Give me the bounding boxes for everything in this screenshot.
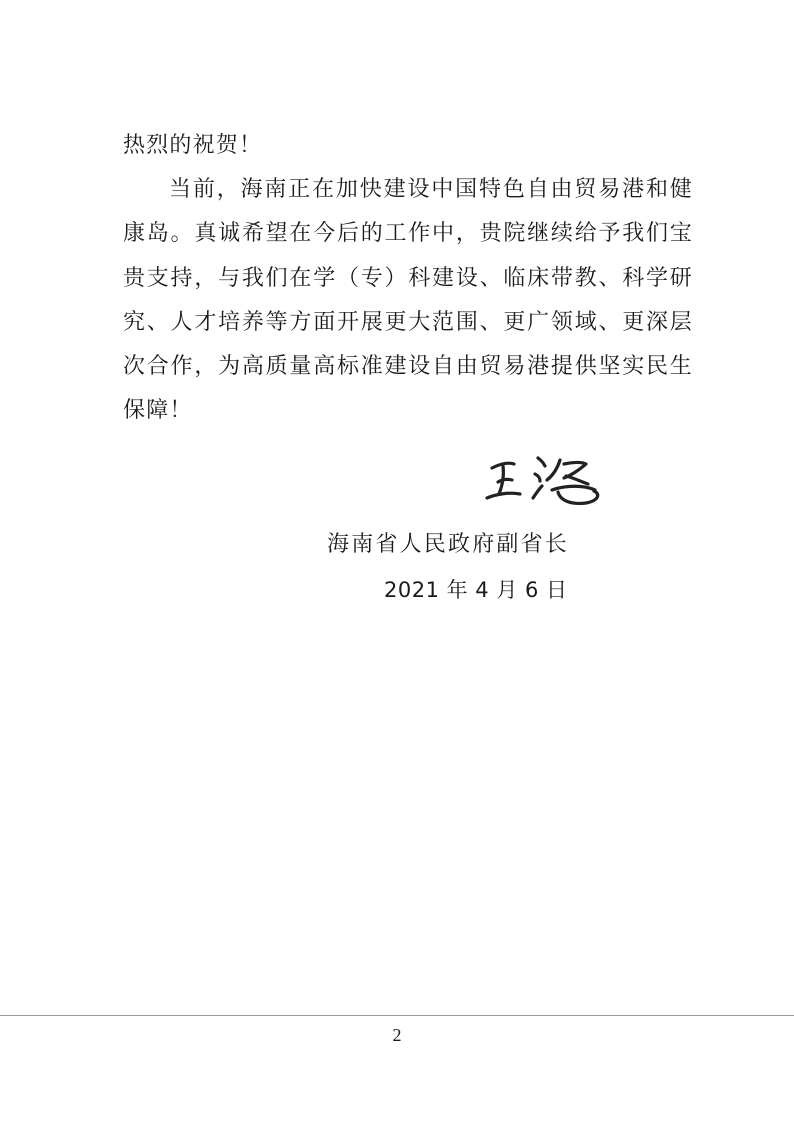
handwritten-signature (482, 452, 612, 512)
footer-divider (0, 1015, 794, 1016)
page-number: 2 (392, 1025, 402, 1045)
closing-paragraph: 当前，海南正在加快建设中国特色自由贸易港和健康岛。真诚希望在今后的工作中，贵院继续给予我们宝贵支持，与我们在学（专）科建设、临床带教、科学研究、人才培养等方面开展更大范围、更广领域、更深层次合作，为高质量高标准建设自由贸易港提供坚实民生保障！ (123, 177, 693, 424)
continuation-line: 热烈的祝贺！ (123, 133, 263, 158)
signature-date: 2021 年 4 月 6 日 (384, 578, 568, 602)
letter-body (123, 124, 693, 433)
signatory-title: 海南省人民政府副省长 (327, 532, 570, 557)
